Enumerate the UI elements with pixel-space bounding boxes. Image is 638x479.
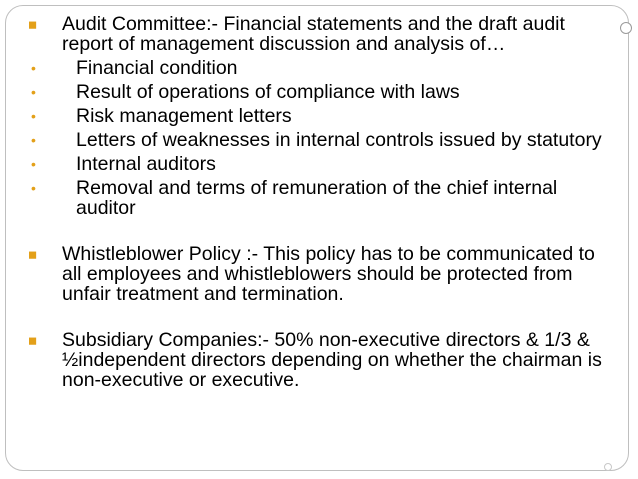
sub-bullet-result-of-operations bbox=[24, 82, 614, 102]
sub-bullet-internal-auditors bbox=[24, 154, 614, 174]
sub-bullet-text: Risk management letters bbox=[76, 105, 292, 127]
sub-bullet-letters-of-weaknesses bbox=[24, 130, 614, 150]
bullet-text: Whistleblower Policy :- This policy has to be communicated to all employees and whistleblowers should be protected from unfair treatment and termination. bbox=[62, 243, 595, 305]
sub-bullet-risk-management bbox=[24, 106, 614, 126]
square-bullet-icon: ◼ bbox=[28, 249, 38, 261]
sub-bullet-text: Result of operations of compliance with laws bbox=[76, 81, 460, 103]
bullet-subsidiary-companies bbox=[24, 330, 614, 390]
spacer bbox=[24, 304, 614, 330]
dot-bullet-icon: • bbox=[31, 156, 36, 172]
slide-content bbox=[24, 14, 614, 390]
sub-bullet-text: Removal and terms of remuneration of the chief internal auditor bbox=[76, 177, 558, 219]
dot-bullet-icon: • bbox=[31, 84, 36, 100]
dot-bullet-icon: • bbox=[31, 132, 36, 148]
spacer bbox=[24, 218, 614, 244]
corner-circle-decoration bbox=[620, 22, 632, 34]
dot-bullet-icon: • bbox=[31, 60, 36, 76]
bullet-whistleblower-policy bbox=[24, 244, 614, 304]
bullet-text: Audit Committee:- Financial statements and the draft audit report of management discussion and analysis of… bbox=[62, 13, 565, 55]
dot-bullet-icon: • bbox=[31, 108, 36, 124]
sub-bullet-text: Financial condition bbox=[76, 57, 238, 79]
sub-bullet-financial-condition bbox=[24, 58, 614, 78]
sub-bullet-text: Letters of weaknesses in internal controls issued by statutory bbox=[76, 129, 602, 151]
dot-bullet-icon: • bbox=[31, 180, 36, 196]
square-bullet-icon: ◼ bbox=[28, 335, 38, 347]
bottom-circle-decoration bbox=[604, 463, 612, 471]
square-bullet-icon: ◼ bbox=[28, 19, 38, 31]
sub-bullet-text: Internal auditors bbox=[76, 153, 216, 175]
sub-bullet-removal-and-terms bbox=[24, 178, 614, 218]
bullet-audit-committee bbox=[24, 14, 614, 54]
bullet-text: Subsidiary Companies:- 50% non-executive directors & 1/3 & ½independent directors depending on whether the chairman is non-executive or executive. bbox=[62, 329, 602, 391]
